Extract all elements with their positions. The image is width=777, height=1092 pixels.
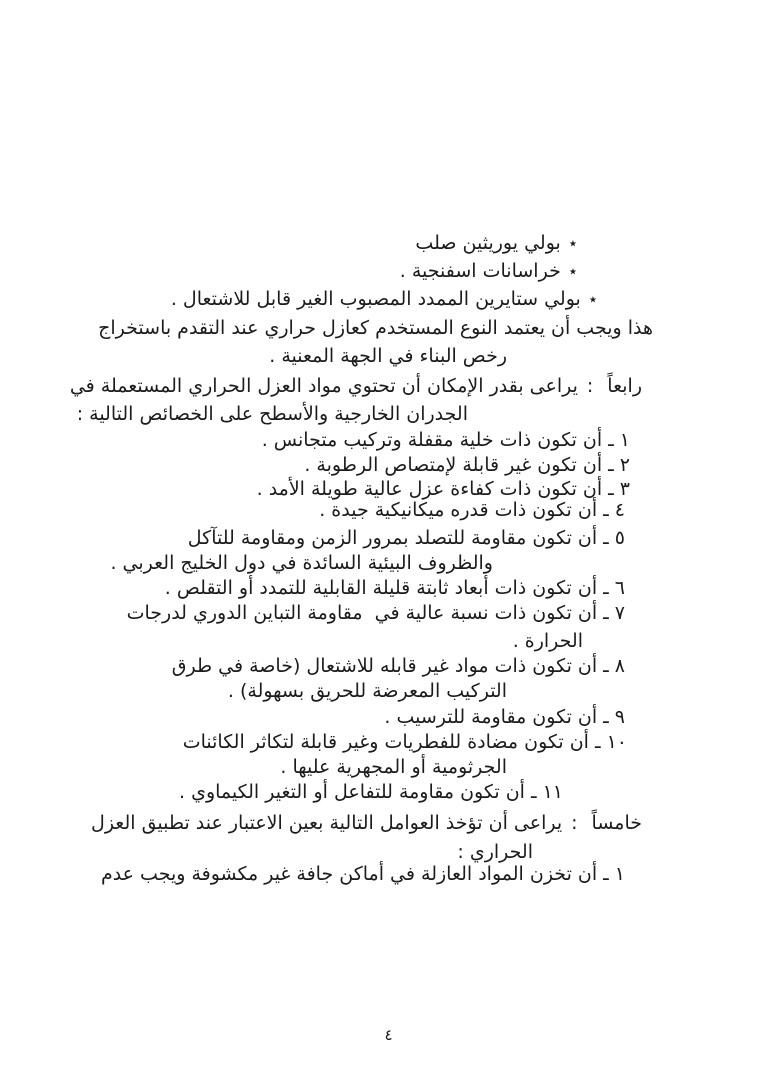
bullet-item-text: بولي ستايرين الممدد المصبوب الغير قابل للاشتعال . [170, 288, 581, 310]
section-four-item-3: ٣ ـ أن تكون ذات كفاءة عزل عالية طويلة الأمد . [256, 478, 630, 500]
section-five-heading-line-1 [91, 811, 642, 835]
star-bullet-icon: ٭ [568, 262, 577, 280]
bullet-item-text: خراسانات اسفنجية . [399, 260, 561, 282]
section-four-item-8-line-2: التركيب المعرضة للحريق بسهولة) . [227, 680, 507, 702]
bullet-item-text: بولي يوريثين صلب [415, 232, 561, 254]
bullet-item-foam-concrete [400, 259, 577, 283]
bullet-item-expanded-polystyrene [171, 287, 597, 311]
section-four-item-7-line-2: الحرارة . [512, 630, 583, 652]
star-bullet-icon: ٭ [588, 290, 597, 308]
section-four-item-4: ٤ ـ أن تكون ذات قدره ميكانيكية جيدة . [319, 499, 625, 521]
section-four-item-7-line-1: ٧ ـ أن تكون ذات نسبة عالية في مقاومة التباين الدوري لدرجات [126, 602, 625, 624]
section-four-label: رابعاً [607, 375, 642, 397]
section-four-colon: : [586, 375, 594, 397]
section-five-item-1: ١ ـ أن تخزن المواد العازلة في أماكن جافة غير مكشوفة ويجب عدم [100, 863, 625, 885]
section-four-item-2: ٢ ـ أن تكون غير قابلة لإمتصاص الرطوبة . [304, 454, 630, 476]
section-four-item-6: ٦ ـ أن تكون ذات أبعاد ثابتة قليلة القابلية للتمدد أو التقلص . [164, 577, 625, 599]
section-four-item-10-line-1: ١٠ ـ أن تكون مضادة للفطريات وغير قابلة لتكاثر الكائنات [182, 731, 627, 753]
section-five-colon: : [571, 812, 578, 834]
section-four-item-8-line-1: ٨ ـ أن تكون ذات مواد غير قابله للاشتعال (خاصة في طرق [171, 655, 625, 677]
section-five-heading-text: يراعى أن تؤخذ العوامل التالية بعين الاعتبار عند تطبيق العزل [91, 812, 563, 834]
page-number: ٤ [384, 1026, 393, 1044]
section-four-item-5-line-2: والظروف البيئية السائدة في دول الخليج العربي . [110, 552, 493, 574]
intro-paragraph-line-2: رخص البناء في الجهة المعنية . [269, 345, 507, 367]
section-four-heading-line-2: الجدران الخارجية والأسطح على الخصائص التالية : [76, 403, 468, 425]
section-four-item-11: ١١ ـ أن تكون مقاومة للتفاعل أو التغير الكيماوي . [179, 781, 563, 803]
section-five-label: خامساً [591, 812, 642, 834]
bullet-item-solid-polyurethane [415, 231, 577, 255]
section-four-item-9: ٩ ـ أن تكون مقاومة للترسيب . [384, 706, 625, 728]
section-four-item-1: ١ ـ أن تكون ذات خلية مقفلة وتركيب متجانس . [261, 429, 630, 451]
intro-paragraph-line-1: هذا ويجب أن يعتمد النوع المستخدم كعازل حراري عند التقدم باستخراج [98, 317, 653, 339]
section-five-heading-line-2: الحراري : [457, 841, 533, 863]
section-four-item-5-line-1: ٥ ـ أن تكون مقاومة للتصلد بمرور الزمن ومقاومة للتآكل [187, 527, 625, 549]
section-four-item-10-line-2: الجرثومية أو المجهرية عليها . [280, 756, 507, 778]
star-bullet-icon: ٭ [568, 234, 577, 252]
section-four-heading-line-1 [70, 374, 642, 398]
section-four-heading-text: يراعى بقدر الإمكان أن تحتوي مواد العزل الحراري المستعملة في [69, 375, 578, 397]
